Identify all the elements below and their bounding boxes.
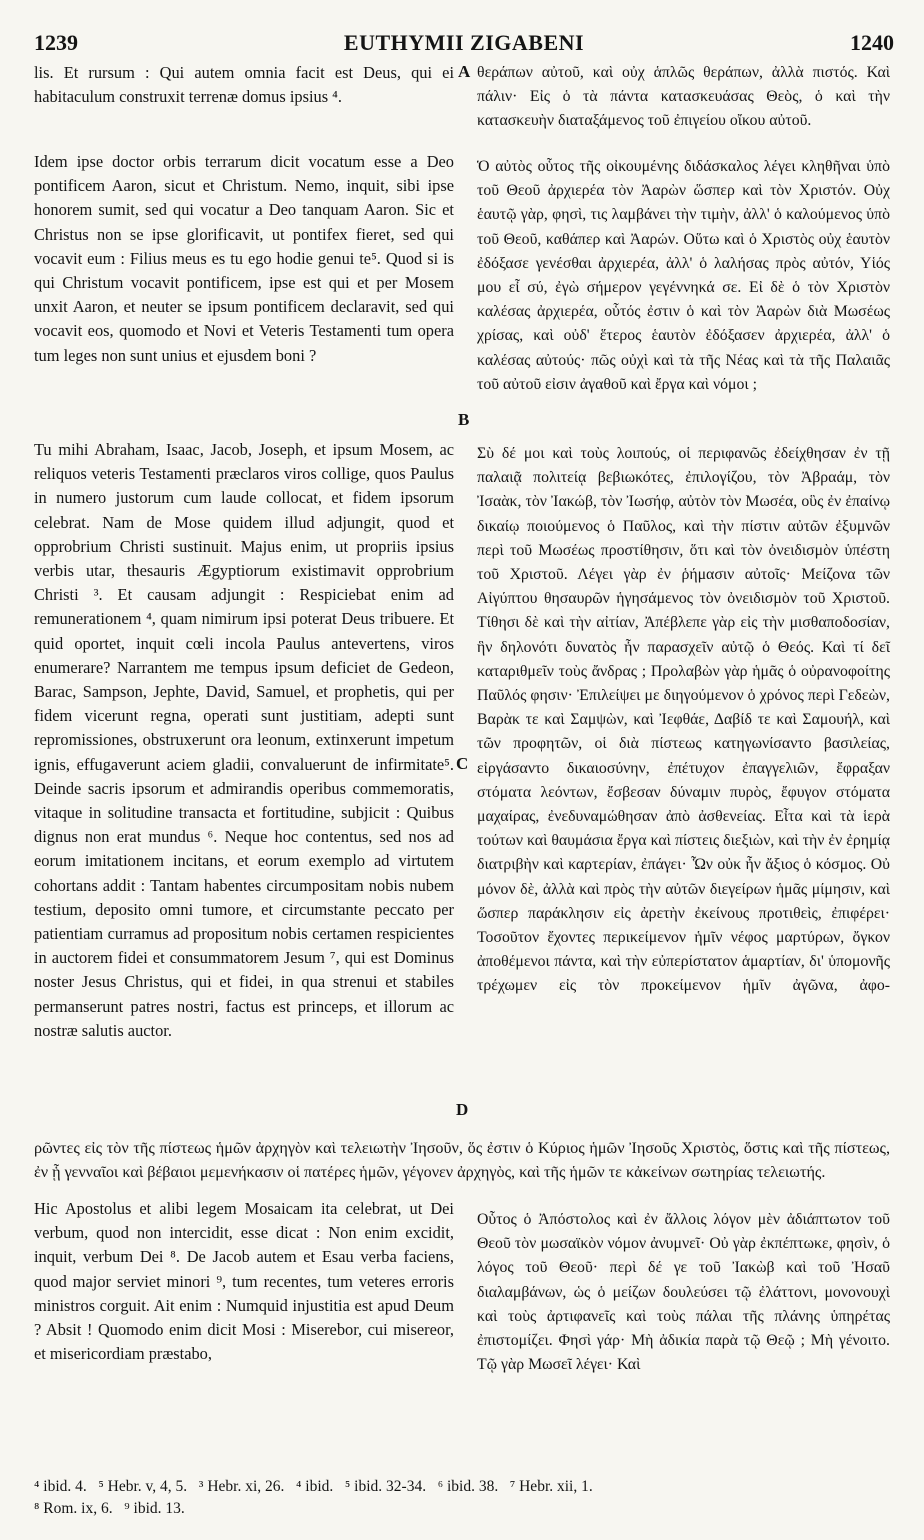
footnotes bbox=[34, 1476, 890, 1520]
page-number-right: 1240 bbox=[850, 30, 894, 55]
greek-text: Ὁ αὐτὸς οὗτος τῆς οἰκουμένης διδάσκαλος λέγει κληθῆναι ὑπὸ τοῦ Θεοῦ ἀρχιερέα τὸν Ἀαρὼν ὥσπερ καὶ τὸν Χριστόν. Οὐχ ἑαυτῷ γὰρ, φησὶ, τις λαμβάνει τὴν τιμὴν, ἀλλ' ὁ καλούμενος ὑπὸ τοῦ Θεοῦ, καθάπερ καὶ Ἀαρών. Οὕτω καὶ ὁ Χριστὸς οὐχ ἑαυτὸν ἐδόξασε γενέσθαι ἀρχιερέα, ἀλλ' ὁ λαλήσας πρὸς αὐτόν, Υἱός μου εἶ σύ, ἐγὼ σήμερον γεγέννηκά σε. Εἰ δὲ ὁ τὸν Χριστὸν καλέσας ἀρχιερέα, οὗτός ἐστιν ὁ καὶ τὸν Ἀαρὼν διὰ Μωσέως χρίσας, καὶ οὐδ' ἕτερος ἑαυτὸν ἐδόξασεν ἀρχιερέα, ἀλλ' ὁ καλέσας αὐτούς· πῶς οὐχὶ καὶ τὰ τῆς Νέας καὶ τὰ τῆς Παλαιᾶς τοῦ αὐτοῦ εἰσιν ἀγαθοῦ καὶ ἔργα καὶ νόμοι ; bbox=[477, 158, 890, 393]
latin-paragraph-2 bbox=[34, 150, 454, 400]
latin-text: Tu mihi Abraham, Isaac, Jacob, Joseph, et ipsum Mosem, ac reliquos veteris Testamenti præclaros viros collige, quos Paulus in numero justorum cum laude collocat, et fidem ipsorum celebrat. Nam de Mose quidem illud adjungit, quod et opprobrium Christi sustinuit. Majus enim, ut propriis ipsius verbis utar, thesauris Ægyptiorum existimavit opprobrium Christi ³. Et causam adjungit : Respiciebat enim ad remunerationem ⁴, quam nimirum ipsi poterat Deus tribuere. Et quid oportet, inquit cœli incola Paulus antevertens, viros enumerare? Narrantem me tempus ipsum deficiet de Gedeon, Barac, Sampson, Jephte, David, Samuel, et prophetis, qui per fidem vicerunt regna, operati sunt justitiam, adepti sunt repromissiones, obstruxerunt ora leonum, extinxerunt impetum ignis, effugaverunt aciem gladii, convaluerunt de infirmitate⁵. Deinde sacris ipsorum et admirandis operibus commemoratis, vitaque in solitudine transacta et fortitudine, subjicit : Quibus dignus non erat mundus ⁶. Neque hoc contentus, sed nos ad eorum imitationem incitans, et eorum exemplo ad virtutem cohortans addit : Tantam habentes circumpositam nobis nubem testium, deposito omni tumore, et circumstante peccato per patientiam curramus ad propositum nobis certamen respicientes in auctorem fidei et consummatorem Jesum ⁷, qui est Dominus noster Jesus Christus, qui et fidei, in qua strenui et stabiles permanserunt patres nostri, factus est princeps, et illorum ac nostræ salutis auctor. bbox=[34, 440, 454, 1040]
margin-marker-d: D bbox=[456, 1100, 469, 1119]
margin-marker-c: C bbox=[456, 754, 469, 773]
greek-spanning-text: ρῶντες εἰς τὸν τῆς πίστεως ἡμῶν ἀρχηγὸν καὶ τελειωτὴν Ἰησοῦν, ὅς ἐστιν ὁ Κύριος ἡμῶν Ἰησοῦς Χριστὸς, ὅστις καὶ τῆς πίστεως, ἐν ᾗ γενναῖοι καὶ βέβαιοι μεμενήκασιν οἱ πατέρες ἡμῶν, γέγονεν ἀρχηγὸς, καὶ τῆς ἡμῶν τε κἀκείνων σωτηρίας τελειωτής. bbox=[34, 1139, 890, 1181]
page-number-left: 1239 bbox=[34, 30, 78, 55]
greek-text: θεράπων αὐτοῦ, καὶ οὐχ ἁπλῶς θεράπων, ἀλλὰ πιστός. Καὶ πάλιν· Εἰς ὁ τὰ πάντα κατασκευάσας Θεὸς, ὁ καὶ τὴν κατασκευὴν διαταξάμενος τοῦ ἐπιγείου οἴκου αὐτοῦ. bbox=[477, 64, 890, 130]
margin-marker-b: B bbox=[458, 410, 470, 429]
greek-paragraph-4 bbox=[477, 1208, 890, 1377]
footnote-line-1: ⁴ ibid. 4. ⁵ Hebr. v, 4, 5. ³ Hebr. xi, 26. ⁴ ibid. ⁵ ibid. 32-34. ⁶ ibid. 38. ⁷ Hebr. xii, 1. bbox=[34, 1478, 593, 1495]
footnote-line-2: ⁸ Rom. ix, 6. ⁹ ibid. 13. bbox=[34, 1500, 185, 1517]
greek-paragraph-2 bbox=[477, 155, 890, 397]
latin-text: Idem ipse doctor orbis terrarum dicit vocatum esse a Deo pontificem Aaron, sicut et Christum. Nemo, inquit, sibi ipse honorem sumit, sed qui vocatur a Deo tanquam Aaron. Sic et Christus non se ipse glorificavit, ut pontifex fieret, sed qui vocavit eum : Filius meus es tu ego hodie genui te⁵. Quod si is qui Christum vocavit pontificem, ipse est qui et per Mosem unxit Aaron, et neuter se ipsum pontificem declaravit, sed qui vocavit eos, quomodo et Novi et Veteris Testamenti tum opera tum leges non sunt unius et ejusdem boni ? bbox=[34, 152, 454, 365]
running-head: EUTHYMII ZIGABENI bbox=[343, 30, 585, 55]
latin-paragraph-3 bbox=[34, 438, 454, 1043]
page-header bbox=[34, 30, 894, 60]
greek-text: Σὺ δέ μοι καὶ τοὺς λοιπούς, οἱ περιφανῶς ἐδείχθησαν ἐν τῇ παλαιᾷ πολιτείᾳ βεβιωκότες, ἐπιλογίζου, τὸν Ἀβραάμ, τὸν Ἰσαὰκ, τὸν Ἰακώβ, τὸν Ἰωσήφ, αὐτὸν τὸν Μωσέα, οὓς ἐν ἐπαίνῳ δικαίῳ ποιούμενος ὁ Παῦλος, καὶ τὴν πίστιν αὐτῶν ἐξυμνῶν περὶ τοῦ Μωσέως προστίθησιν, ὅτι καὶ τὸν ὀνειδισμὸν ὑπέστη τοῦ Χριστοῦ. Λέγει γὰρ ἐν ῥήμασιν αὐτοῖς· Μείζονα τῶν Αἰγύπτου θησαυρῶν ἡγησάμενος τὸν ὀνειδισμὸν τοῦ Χριστοῦ. Τίθησι δὲ καὶ τὴν αἰτίαν, Ἀπέβλεπε γὰρ εἰς τὴν μισθαποδοσίαν, ἣν δηλονότι δυνατὸς ἦν παρασχεῖν αὐτῷ ὁ Θεός. Καὶ τί δεῖ καταριθμεῖν τοὺς ἄνδρας ; Προλαβὼν γὰρ ἡμᾶς ὁ οὐρανοφοίτης Παῦλός φησιν· Ἐπιλείψει με διηγούμενον ὁ χρόνος περὶ Γεδεὼν, Βαρὰκ τε καὶ Σαμψὼν, καὶ Ἰεφθάε, Δαβίδ τε καὶ Σαμουήλ, καὶ τῶν προφητῶν, οἱ διὰ πίστεως κατηγωνίσαντο βασιλείας, εἰργάσαντο δικαιοσύνην, ἐπέτυχον ἐπαγγελιῶν, ἔφραξαν στόματα λεόντων, ἔσβεσαν δύναμιν πυρὸς, ἔφυγον στόματα μαχαίρας, ἐνεδυναμώθησαν ἀπὸ ἀσθενείας. Εἶτα καὶ τὰ ἱερὰ τούτων καὶ θαυμάσια ἔργα καὶ πίστεις διεξιὼν, καὶ τὴν ἐν ἐρημίᾳ διατριβὴν καὶ καρτερίαν, ἐπάγει· Ὧν οὐκ ἦν ἄξιος ὁ κόσμος. Οὐ μόνον δὲ, ἀλλὰ καὶ πρὸς τὴν αὐτῶν διεγείρων ἡμᾶς μίμησιν, καὶ ὥσπερ παράκλησιν εἰς ἀρετὴν ἐκείνους προτιθεὶς, ἐπιφέρει· Τοσοῦτον ἔχοντες περικείμενον ἡμῖν νέφος μαρτύρων, ὄγκον ἀποθέμενοι πάντα, καὶ τὴν εὐπερίστατον ἁμαρτίαν, δι' ὑπομονῆς τρέχωμεν εἰς τὸν προκείμενον ἡμῖν ἀγῶνα, ἀφο- bbox=[477, 445, 890, 995]
greek-paragraph-1 bbox=[477, 61, 890, 134]
latin-text: lis. Et rursum : Qui autem omnia facit est Deus, qui ei habitaculum construxit terrenæ domus ipsius ⁴. bbox=[34, 63, 454, 107]
latin-paragraph-1 bbox=[34, 61, 454, 109]
greek-paragraph-3 bbox=[477, 442, 890, 999]
latin-paragraph-4 bbox=[34, 1197, 454, 1366]
greek-text: Οὗτος ὁ Ἀπόστολος καὶ ἐν ἄλλοις λόγον μὲν ἀδιάπτωτον τοῦ Θεοῦ τὸν μωσαϊκὸν νόμον ἀνυμνεῖ· Οὐ γὰρ ἐκπέπτωκε, φησὶν, ὁ λόγος τοῦ Θεοῦ· περὶ δέ γε τοῦ Ἰακὼβ καὶ τοῦ Ἠσαῦ διαλαμβάνων, ὡς ὁ μείζων δουλεύσει τῷ ἐλάττονι, μονονουχὶ καὶ τοὺς ἀρτιφανεῖς καὶ τοὺς πάλαι τῆς πλάνης ὑπηρέτας ἐπιστομίζει. Φησὶ γάρ· Μὴ ἀδικία παρὰ τῷ Θεῷ ; Μὴ γένοιτο. Τῷ γὰρ Μωσεῖ λέγει· Καὶ bbox=[477, 1211, 890, 1374]
latin-text: Hic Apostolus et alibi legem Mosaicam ita celebrat, ut Dei verbum, quod non intercidit, esse dicat : Non enim excidit, inquit, verbum Dei ⁸. De Jacob autem et Esau verba faciens, quod major serviet minori ⁹, tum recentes, tum veteres erroris ministros corguit. Ait enim : Numquid injustitia est apud Deum ? Absit ! Quomodo enim dicit Mosi : Miserebor, cui misereor, et misericordiam præstabo, bbox=[34, 1199, 454, 1364]
margin-marker-a: A bbox=[458, 62, 471, 81]
